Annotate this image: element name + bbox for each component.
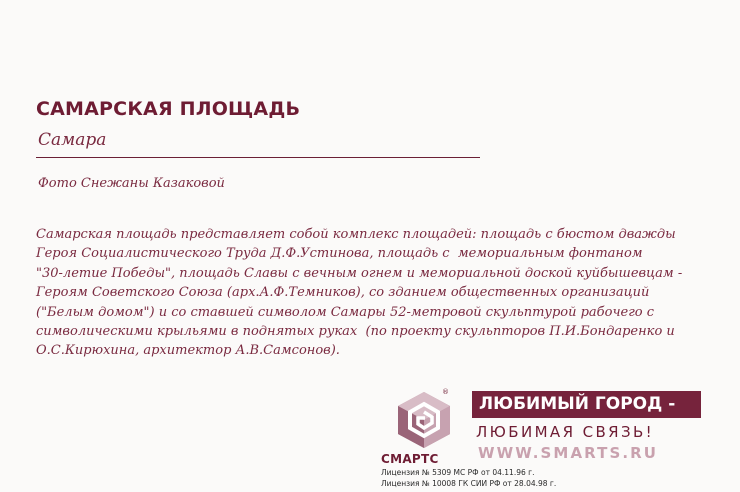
description-line: "30-летие Победы", площадь Славы с вечным огнем и мемориальной доской куйбышевцам -	[36, 265, 683, 281]
photo-credit: Фото Снежаны Казаковой	[38, 176, 225, 191]
license-line-2: Лицензия № 10008 ГК СИИ РФ от 28.04.98 г.	[381, 479, 557, 488]
description-text	[36, 225, 716, 361]
description-line: ("Белым домом") и со ставшей символом Самары 52-метровой скульптурой рабочего с	[36, 304, 655, 320]
hexagon-spiral-logo-icon	[392, 390, 456, 450]
description-line: Героя Социалистического Труда Д.Ф.Устинова, площадь с мемориальным фонтаном	[36, 246, 643, 262]
slogan-line-2: ЛЮБИМАЯ СВЯЗЬ!	[476, 423, 655, 441]
title-divider	[36, 157, 480, 158]
brand-name: СМАРТС	[381, 452, 439, 466]
city-subtitle: Самара	[38, 130, 107, 150]
description-line: символическими крыльями в поднятых руках (по проекту скульпторов П.И.Бондаренко и	[36, 324, 675, 340]
slogan-banner: ЛЮБИМЫЙ ГОРОД -	[472, 391, 701, 418]
website-url: WWW.SMARTS.RU	[478, 444, 659, 462]
description-line: Самарская площадь представляет собой комплекс площадей: площадь с бюстом дважды	[36, 227, 676, 242]
registered-mark: ®	[442, 388, 449, 396]
description-line: О.С.Кирюхина, архитектор А.В.Самсонов).	[36, 343, 340, 359]
description-line: Героям Советского Союза (арх.А.Ф.Темников), со зданием общественных организаций	[36, 285, 650, 301]
license-line-1: Лицензия № 5309 МС РФ от 04.11.96 г.	[381, 468, 535, 477]
page-title: САМАРСКАЯ ПЛОЩАДЬ	[36, 98, 301, 120]
